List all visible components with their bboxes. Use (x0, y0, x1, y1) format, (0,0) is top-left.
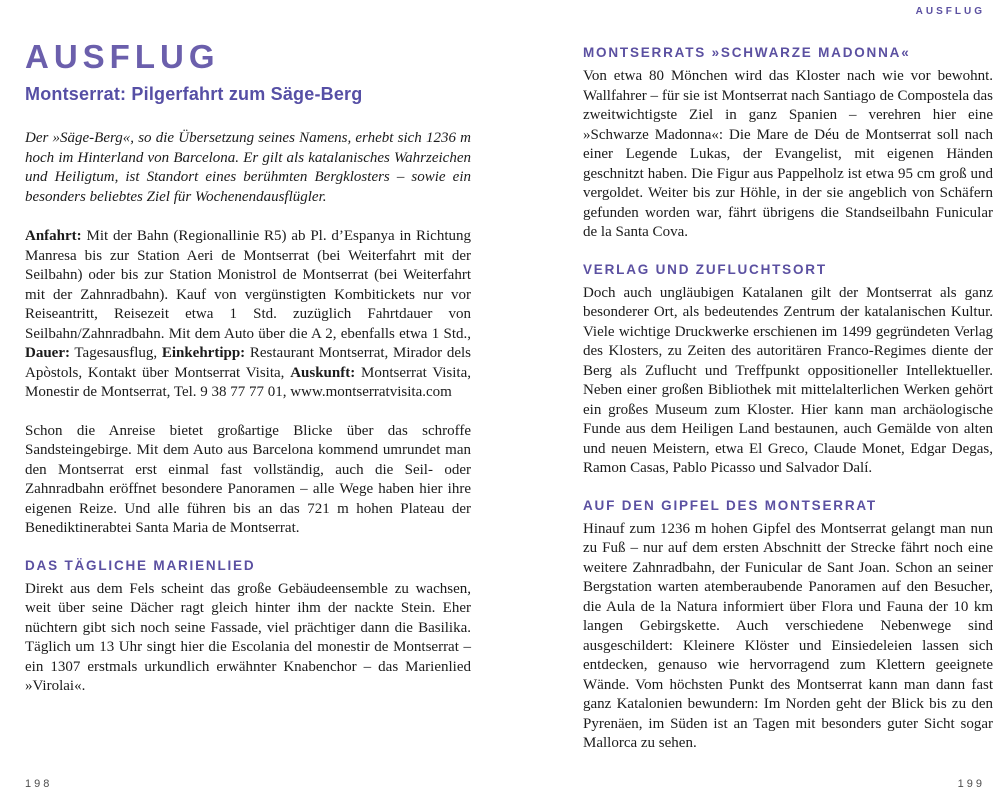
page-subtitle: Montserrat: Pilgerfahrt zum Säge-Berg (25, 84, 363, 104)
running-head: AUSFLUG (915, 6, 985, 17)
left-page-column (25, 38, 471, 716)
intro-paragraph: Der »Säge-Berg«, so die Übersetzung seines Namens, erhebt sich 1236 m hoch im Hinterland von Barcelona. Er gilt als katalanisches Wahrzeichen und Heiligtum, ist Standort eines berühmten Bergklosters – sowie ein besonders beliebtes Ziel für Wochenendausflügler. (25, 130, 471, 205)
anfahrt-info-paragraph: Anfahrt: Mit der Bahn (Regionallinie R5) ab Pl. d’Espanya in Richtung Manresa bis zur Station Aeri de Montserrat (bei Weiterfahrt mit der Seilbahn) oder bis zur Station Monistrol de Montserrat (bei Weiterfahrt mit der Zahnradbahn). Kauf von vergünstigten Kombitickets nur vor Reiseantritt, Reisezeit etwa 1 Std. zuzüglich Fahrtdauer von Seilbahn/Zahnradbahn. Mit dem Auto über die A 2, ebenfalls etwa 1 Std., Dauer: Tagesausflug, Einkehrtipp: Restaurant Montserrat, Mirador dels Apòstols, Kontakt über Montserrat Visita, Auskunft: Montserrat Visita, Monestir de Montserrat, Tel. 9 38 77 77 01, www.montserratvisita.com (25, 228, 472, 400)
section-heading-schwarze-madonna: MONTSERRATS »SCHWARZE MADONNA« (583, 45, 911, 60)
verlag-zufluchtsort-paragraph: Doch auch ungläubigen Katalanen gilt der Montserrat als ganz besonderer Ort, als bedeutendes Zentrum der katalanischen Kultur. Viele wichtige Druckwerke erschienen im 1499 gegründeten Verlag des Klosters, zu Zeiten des autoritären Franco-Regimes diente der Berg als Zuflucht und Treffpunkt oppositioneller Intellektueller. Neben einer großen Bibliothek mit mittelalterlichen Werken gehört ein großes Museum zum Kloster. Hier kann man archäologische Funde aus dem Heiligen Land bestaunen, auch Gemälde von alten und neuen Meistern, etwa El Greco, Claude Monet, Edgar Degas, Ramon Casas, Pablo Picasso und Salvador Dalí. (583, 284, 993, 476)
schwarze-madonna-paragraph: Von etwa 80 Mönchen wird das Kloster nach wie vor bewohnt. Wallfahrer – für sie ist Montserrat nach Santiago de Compostela das zweitwichtigste Ziel in ganz Spanien – verehren hier eine »Schwarze Madonna«: Die Mare de Déu de Montserrat soll nach einer Legende Lukas, der Evangelist, mit eigenen Händen geschnitzt haben. Die Figur aus Pappelholz ist etwa 95 cm groß und vergoldet. Weiter bis zur Höhle, in der sie angeblich von Schäfern gefunden worden war, fährt übrigens die Standseilbahn Funicular de la Santa Cova. (583, 68, 993, 240)
section-heading-marienlied: DAS TÄGLICHE MARIENLIED (25, 557, 256, 573)
anreise-paragraph: Schon die Anreise bietet großartige Blicke über das schroffe Sandsteingebirge. Mit dem Auto aus Barcelona kommend umrundet man den Montserrat erst einmal fast vollständig, auch die Seil- oder Zahnradbahn eröffnet besondere Panoramen – alle Wege haben hier ihre eigenen Reize. Und alle führen bis an das 721 m hohen Plateau der Benediktinerabtei Santa Maria de Montserrat. (25, 422, 471, 536)
page-title: AUSFLUG (25, 38, 220, 75)
section-heading-gipfel: AUF DEN GIPFEL DES MONTSERRAT (583, 497, 877, 513)
page-number-right: 199 (957, 778, 985, 790)
section-heading-verlag-zufluchtsort: VERLAG UND ZUFLUCHTSORT (583, 261, 827, 277)
page-number-left: 198 (25, 778, 53, 790)
right-page-column (583, 40, 993, 773)
marienlied-paragraph: Direkt aus dem Fels scheint das große Gebäudeensemble zu wachsen, weit über seine Dächer ragt gleich hinter ihm der nackte Stein. Eher nüchtern gibt sich noch seine Fassade, viel prächtiger dann die Basilika. Täglich um 13 Uhr singt hier die Escolania del monestir de Montserrat – ein 1307 erstmals urkundlich erwähnter Knabenchor – das Marienlied »Virolai«. (25, 580, 471, 694)
gipfel-paragraph: Hinauf zum 1236 m hohen Gipfel des Montserrat gelangt man nun zu Fuß – nur auf dem ersten Abschnitt der Strecke fährt noch eine weitere Zahnradbahn, der Funicular de Sant Joan. Schon an seiner Bergstation warten atemberaubende Panoramen auf den Besucher, die Aula de la Natura informiert über Flora und Fauna der 10 km langen Gebirgskette. Auch verschiedene Nebenwege sind ausgeschildert: Kleinere Klöster und Einsiedeleien lassen sich entdecken, genauso wie hervorragend zum Klettern geeignete Wände. Vom höchsten Punkt des Montserrat kann man dann fast ganz Katalonien bewundern: Im Norden geht der Blick bis zu den Pyrenäen, im Süden ist an Tagen mit besonders guter Sicht sogar Mallorca zu sehen. (583, 520, 993, 751)
